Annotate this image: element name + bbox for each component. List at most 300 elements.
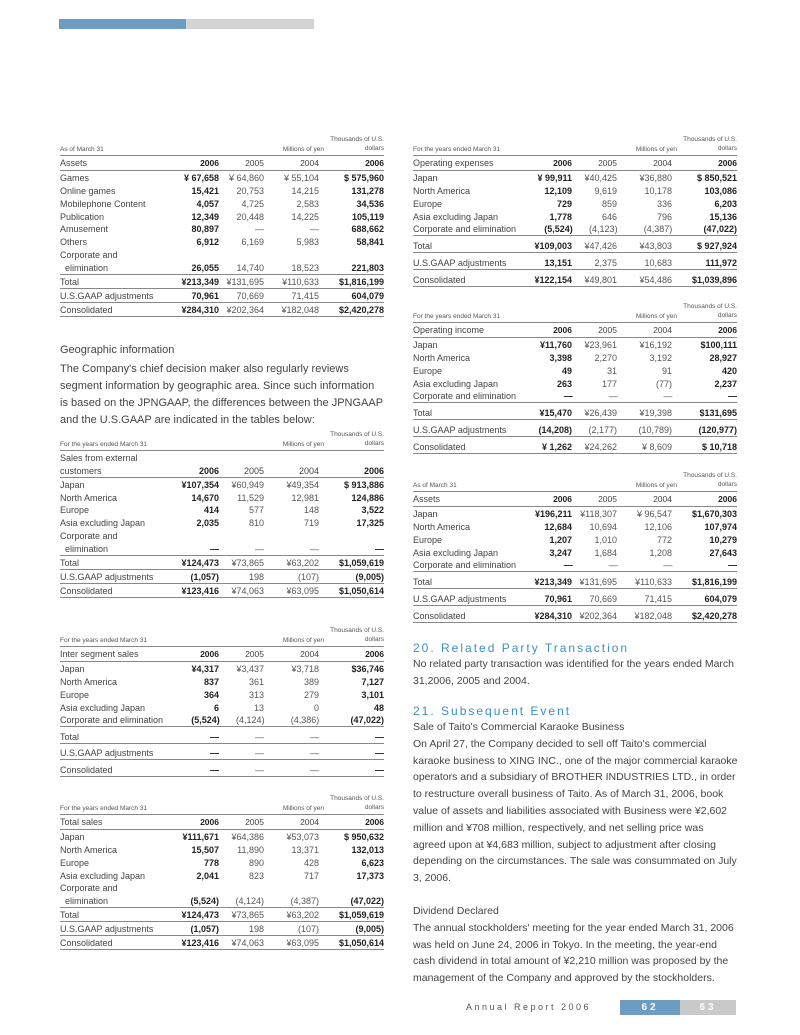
cell: $100,111 [700, 339, 737, 350]
cell: 719 [303, 518, 319, 529]
row-label: Total [413, 408, 433, 419]
table-row-total [60, 908, 384, 922]
cell: (9,005) [355, 924, 384, 935]
cell: (107) [297, 924, 319, 935]
cell: 111,972 [705, 258, 737, 269]
table-row-consolidated [60, 303, 384, 317]
header-label: Inter segment sales [60, 649, 139, 659]
cell: ¥ 96,547 [636, 508, 672, 519]
header-year: 2006 [365, 158, 384, 168]
cell: 2,237 [714, 378, 737, 389]
cell: 11,890 [237, 844, 264, 855]
row-label: Consolidated [413, 442, 466, 453]
date-basis-label: As of March 31 [60, 146, 104, 153]
cell: (77) [655, 378, 672, 389]
cell: — [310, 731, 319, 742]
table-units [60, 428, 384, 450]
table-row-gaap [413, 589, 737, 606]
row-label: Consolidated [60, 764, 113, 775]
row-label: Europe [60, 689, 90, 700]
cell: — [663, 391, 673, 402]
section-heading: Geographic information [60, 344, 175, 356]
table-row [60, 714, 384, 728]
cell: 3,101 [361, 689, 384, 700]
cell: (1,057) [190, 924, 219, 935]
cell: 12,106 [644, 521, 672, 532]
cell: ¥118,307 [580, 508, 617, 519]
cell: ¥ 67,658 [183, 172, 219, 183]
row-label: Online games [60, 185, 116, 196]
cell: 646 [601, 211, 617, 222]
cell: 3,398 [549, 352, 572, 363]
table-row [413, 520, 737, 533]
row-label: Corporate and elimination [413, 560, 517, 571]
table-header [60, 155, 384, 171]
cell: ¥47,426 [584, 241, 617, 252]
table-body [60, 662, 384, 727]
header-year: 2006 [200, 817, 219, 827]
cell: ¥284,310 [181, 304, 219, 315]
cell: — [375, 764, 384, 775]
table-row [60, 701, 384, 714]
row-label: Consolidated [60, 304, 113, 315]
cell: $ 10,718 [701, 442, 737, 453]
header-year: 2006 [198, 465, 219, 476]
cell: ¥36,880 [639, 172, 672, 183]
cell: ¥19,398 [639, 408, 672, 419]
header-year: 2005 [243, 465, 264, 476]
table-row [413, 210, 737, 223]
table-row [60, 675, 384, 688]
cell: 131,278 [351, 185, 384, 196]
cell: ¥110,633 [282, 277, 319, 288]
header-year: 2005 [598, 158, 617, 168]
cell: 2,270 [594, 352, 617, 363]
row-label: elimination [65, 263, 109, 274]
cell: 18,523 [291, 263, 319, 274]
cell: — [255, 731, 264, 742]
row-label: Mobilephone Content [60, 198, 146, 209]
header-year: 2006 [553, 494, 572, 504]
cell: ¥ 8,609 [641, 442, 672, 453]
cell: 70,961 [544, 594, 572, 605]
cell: ¥11,760 [539, 339, 572, 350]
cell: ¥ 55,104 [283, 172, 319, 183]
cell: — [210, 748, 219, 759]
cell: — [210, 764, 219, 775]
cell: ¥131,695 [226, 277, 264, 288]
subheading: Dividend Declared [413, 904, 499, 917]
cell: (107) [297, 571, 319, 582]
cell: ¥107,354 [181, 479, 219, 490]
cell: — [608, 560, 618, 571]
table-row-total [413, 236, 737, 253]
cell: 890 [248, 857, 264, 868]
cell: 4,057 [196, 198, 219, 209]
header-year: 2006 [365, 649, 384, 659]
table-row-consolidated [60, 760, 384, 777]
cell: $1,059,619 [338, 910, 384, 921]
table-row-consolidated [413, 270, 737, 287]
page-number-left: 62 [620, 1000, 680, 1015]
header-year: 2005 [245, 158, 264, 168]
cell: 772 [656, 534, 672, 545]
table-row [60, 184, 384, 197]
cell: (120,977) [698, 425, 737, 436]
unit-label-yen: Millions of yen [635, 146, 677, 153]
table-header [413, 155, 737, 171]
cell: (5,524) [190, 896, 219, 907]
cell: ¥ 64,860 [228, 172, 264, 183]
date-basis-label: For the years ended March 31 [60, 805, 148, 812]
cell: (47,022) [350, 715, 384, 726]
cell: 859 [601, 198, 617, 209]
cell: ¥110,633 [635, 577, 672, 588]
cell: 132,013 [351, 844, 384, 855]
cell: 17,373 [356, 870, 384, 881]
cell: 10,683 [644, 258, 672, 269]
header-year: 2006 [553, 325, 572, 335]
cell: 3,192 [649, 352, 672, 363]
section-heading: 21. Subsequent Event [413, 704, 572, 718]
cell: 810 [248, 518, 264, 529]
cell: 6,912 [196, 237, 219, 248]
cell: ¥123,416 [181, 938, 219, 949]
cell: 14,215 [291, 185, 319, 196]
row-label: Japan [413, 508, 438, 519]
cell: ¥53,073 [286, 831, 319, 842]
section-heading: 20. Related Party Transaction [413, 641, 630, 655]
cell: ¥122,154 [534, 275, 572, 286]
row-label: North America [413, 352, 471, 363]
header-label: Operating income [413, 325, 485, 335]
cell: 198 [248, 571, 264, 582]
cell: 2,035 [196, 518, 219, 529]
cell: 13,371 [291, 844, 319, 855]
cell: 12,981 [291, 492, 319, 503]
cell: $ 950,632 [343, 831, 384, 842]
header-year: 2006 [718, 325, 737, 335]
table-header [60, 464, 384, 478]
row-label: elimination [65, 544, 109, 555]
cell: $2,420,278 [691, 611, 737, 622]
unit-label-yen: Millions of yen [282, 146, 324, 153]
row-label: Corporate and [60, 250, 118, 261]
cell: 5,983 [296, 237, 319, 248]
cell: 20,448 [236, 211, 264, 222]
table-row-gaap [60, 744, 384, 761]
row-label: Japan [60, 663, 85, 674]
cell: 336 [656, 198, 672, 209]
cell: 2,041 [196, 870, 219, 881]
cell: $131,695 [699, 408, 737, 419]
table-row-gaap [60, 289, 384, 303]
table-row [60, 478, 384, 491]
row-label: Total [60, 558, 80, 569]
cell: — [255, 748, 264, 759]
cell: 20,753 [236, 185, 264, 196]
cell: $1,059,619 [338, 558, 384, 569]
cell: (4,123) [589, 224, 618, 235]
unit-label-usd: Thousands of U.S. dollars [683, 136, 737, 152]
cell: $1,039,896 [691, 275, 737, 286]
header-year: 2006 [200, 649, 219, 659]
row-label: Total [413, 241, 433, 252]
geographic-info-section [60, 342, 385, 429]
cell: (4,124) [235, 896, 264, 907]
cell: 1,684 [594, 547, 617, 558]
cell: ¥3,718 [291, 663, 319, 674]
unit-label-usd: Thousands of U.S. dollars [683, 472, 737, 488]
row-label: North America [413, 521, 471, 532]
cell: 70,669 [236, 290, 264, 301]
cell: 796 [656, 211, 672, 222]
row-label: Asia excluding Japan [60, 870, 146, 881]
cell: 124,886 [351, 492, 384, 503]
cell: 1,208 [649, 547, 672, 558]
subsequent-event-section [413, 703, 738, 987]
cell: 717 [303, 870, 319, 881]
cell: — [375, 544, 384, 555]
date-basis-label: For the years ended March 31 [413, 146, 501, 153]
cell: 2,583 [296, 198, 319, 209]
cell: 428 [303, 857, 319, 868]
table-row-elimination [60, 261, 384, 275]
cell: ¥213,349 [534, 577, 572, 588]
unit-label-yen: Millions of yen [635, 482, 677, 489]
cell: — [663, 560, 673, 571]
paragraph: No related party transaction was identified for the years ended March 31,2006, 2005 and 2004. [413, 658, 735, 687]
cell: $36,746 [351, 663, 384, 674]
table-row-gaap [413, 420, 737, 437]
cell: ¥74,063 [231, 585, 264, 596]
cell: 6,203 [714, 198, 737, 209]
cell: 17,325 [356, 518, 384, 529]
footer-title: Annual Report 2006 [466, 1002, 592, 1012]
cell: 177 [601, 378, 617, 389]
cell: 2,375 [594, 258, 617, 269]
row-label: Consolidated [413, 611, 466, 622]
header-year: 2004 [653, 158, 672, 168]
table-header [413, 322, 737, 338]
cell: — [210, 731, 219, 742]
cell: 15,421 [191, 185, 219, 196]
cell: ¥111,671 [182, 831, 219, 842]
table-body [413, 171, 737, 236]
cell: ¥131,695 [579, 577, 617, 588]
cell: (5,524) [544, 224, 573, 235]
cell: 6,169 [241, 237, 264, 248]
table-row-total [60, 727, 384, 744]
table-units [60, 624, 384, 646]
table-row [60, 830, 384, 843]
cell: ¥64,386 [231, 831, 264, 842]
table-row [60, 235, 384, 248]
table-units [413, 300, 737, 322]
cell: 14,225 [291, 211, 319, 222]
cell: 3,522 [361, 505, 384, 516]
table-row [60, 197, 384, 210]
cell: 14,670 [191, 492, 219, 503]
table-row [413, 223, 737, 237]
cell: — [728, 560, 737, 571]
header-year: 2006 [200, 158, 219, 168]
cell: 1,010 [594, 534, 617, 545]
header-year: 2005 [598, 325, 617, 335]
cell: — [563, 560, 573, 571]
header-year: 2004 [653, 494, 672, 504]
cell: 48 [373, 702, 384, 713]
row-label: Consolidated [60, 585, 113, 596]
table-row [413, 171, 737, 184]
unit-label-usd: Thousands of U.S. dollars [683, 303, 737, 319]
row-label: Corporate and elimination [60, 715, 164, 726]
cell: 198 [248, 924, 264, 935]
cell: (2,177) [588, 425, 617, 436]
cell: $2,420,278 [338, 304, 384, 315]
cell: 148 [303, 505, 319, 516]
header-label: Assets [413, 494, 441, 504]
cell: 364 [203, 689, 219, 700]
table-row [60, 210, 384, 223]
header-year: 2006 [365, 817, 384, 827]
row-label: North America [60, 844, 118, 855]
cell: 70,669 [589, 594, 617, 605]
cell: $ 575,960 [343, 172, 384, 183]
table-row [413, 559, 737, 573]
cell: ¥24,262 [584, 442, 617, 453]
operating-expenses-table [413, 133, 737, 287]
table-header [60, 646, 384, 662]
cell: ¥202,364 [579, 611, 617, 622]
table-row [60, 504, 384, 517]
table-row [413, 390, 737, 404]
operating-income-table [413, 300, 737, 454]
row-label: Corporate and [60, 531, 118, 542]
related-party-section [413, 640, 738, 690]
table-units [413, 469, 737, 491]
cell: ¥26,439 [584, 408, 617, 419]
table-row-consolidated [413, 437, 737, 454]
header-year: 2006 [718, 494, 737, 504]
table-row [413, 533, 737, 546]
table-row-total [60, 556, 384, 570]
cell: 12,349 [191, 211, 219, 222]
cell: 6,623 [361, 857, 384, 868]
page-number-right: 63 [680, 1000, 736, 1015]
cell: 7,127 [361, 676, 384, 687]
cell: ¥49,354 [286, 479, 319, 490]
row-label: Asia excluding Japan [413, 211, 499, 222]
table-row [60, 869, 384, 882]
cell: 80,897 [191, 224, 219, 235]
table-row [60, 491, 384, 504]
cell: 14,740 [236, 263, 264, 274]
cell: 12,109 [544, 185, 572, 196]
cell: 31 [606, 365, 617, 376]
cell: (4,124) [236, 715, 265, 726]
cell: 221,803 [351, 263, 384, 274]
progress-bar-fill [59, 19, 186, 29]
header-year: 2004 [298, 465, 319, 476]
table-header [60, 814, 384, 830]
table-row [413, 351, 737, 364]
table-row [413, 546, 737, 559]
cell: 3,247 [549, 547, 572, 558]
table-row-gaap [413, 253, 737, 270]
table-body [60, 830, 384, 882]
row-label: Japan [60, 831, 85, 842]
date-basis-label: As of March 31 [413, 482, 457, 489]
cell: 27,643 [709, 547, 737, 558]
header-label: Total sales [60, 817, 103, 827]
cell: — [255, 224, 264, 235]
header-year: 2006 [363, 465, 384, 476]
row-label: Asia excluding Japan [413, 547, 499, 558]
cell: 778 [203, 857, 219, 868]
cell: 577 [248, 505, 264, 516]
cell: ¥54,486 [639, 275, 672, 286]
cell: 604,079 [704, 594, 737, 605]
cell: 28,927 [709, 352, 737, 363]
cell: 15,507 [191, 844, 219, 855]
cell: 26,055 [191, 263, 219, 274]
header-year: 2004 [653, 325, 672, 335]
cell: (47,022) [350, 896, 384, 907]
cell: (9,005) [355, 571, 384, 582]
row-label: Publication [60, 211, 105, 222]
cell: 91 [661, 365, 672, 376]
table-row [413, 507, 737, 520]
row-label: Total [413, 577, 433, 588]
cell: 6 [213, 702, 219, 713]
cell: 10,279 [709, 534, 737, 545]
row-label: U.S.GAAP adjustments [413, 425, 507, 436]
cell: (1,057) [190, 571, 219, 582]
cell: ¥109,003 [534, 241, 572, 252]
cell: 837 [203, 676, 219, 687]
table-row [413, 184, 737, 197]
row-label: Consolidated [60, 938, 113, 949]
cell: ¥63,095 [286, 585, 319, 596]
cell: ¥182,048 [281, 304, 319, 315]
cell: 13 [253, 702, 264, 713]
row-label: Japan [413, 339, 438, 350]
table-body [413, 338, 737, 403]
header-label: customers [60, 465, 102, 476]
cell: 361 [248, 676, 264, 687]
cell: 58,841 [356, 237, 384, 248]
table-row [60, 662, 384, 675]
table-header-line1 [60, 450, 384, 464]
header-label: Assets [60, 158, 88, 168]
table-row-corporate [60, 248, 384, 261]
unit-label-usd: Thousands of U.S. dollars [330, 795, 384, 811]
subheading: Sale of Taito's Commercial Karaoke Business [413, 721, 625, 733]
cell: ¥40,425 [584, 172, 617, 183]
table-units [60, 792, 384, 814]
row-label: U.S.GAAP adjustments [413, 258, 507, 269]
cell: 11,529 [237, 492, 264, 503]
unit-label-yen: Millions of yen [282, 441, 324, 448]
cell: ¥43,803 [639, 241, 672, 252]
cell: ¥ 99,911 [537, 172, 572, 183]
cell: 1,207 [549, 534, 572, 545]
cell: $ 927,924 [696, 241, 737, 252]
cell: ¥73,865 [231, 910, 264, 921]
cell: $1,050,614 [338, 585, 384, 596]
assets-geographic-table [413, 469, 737, 623]
